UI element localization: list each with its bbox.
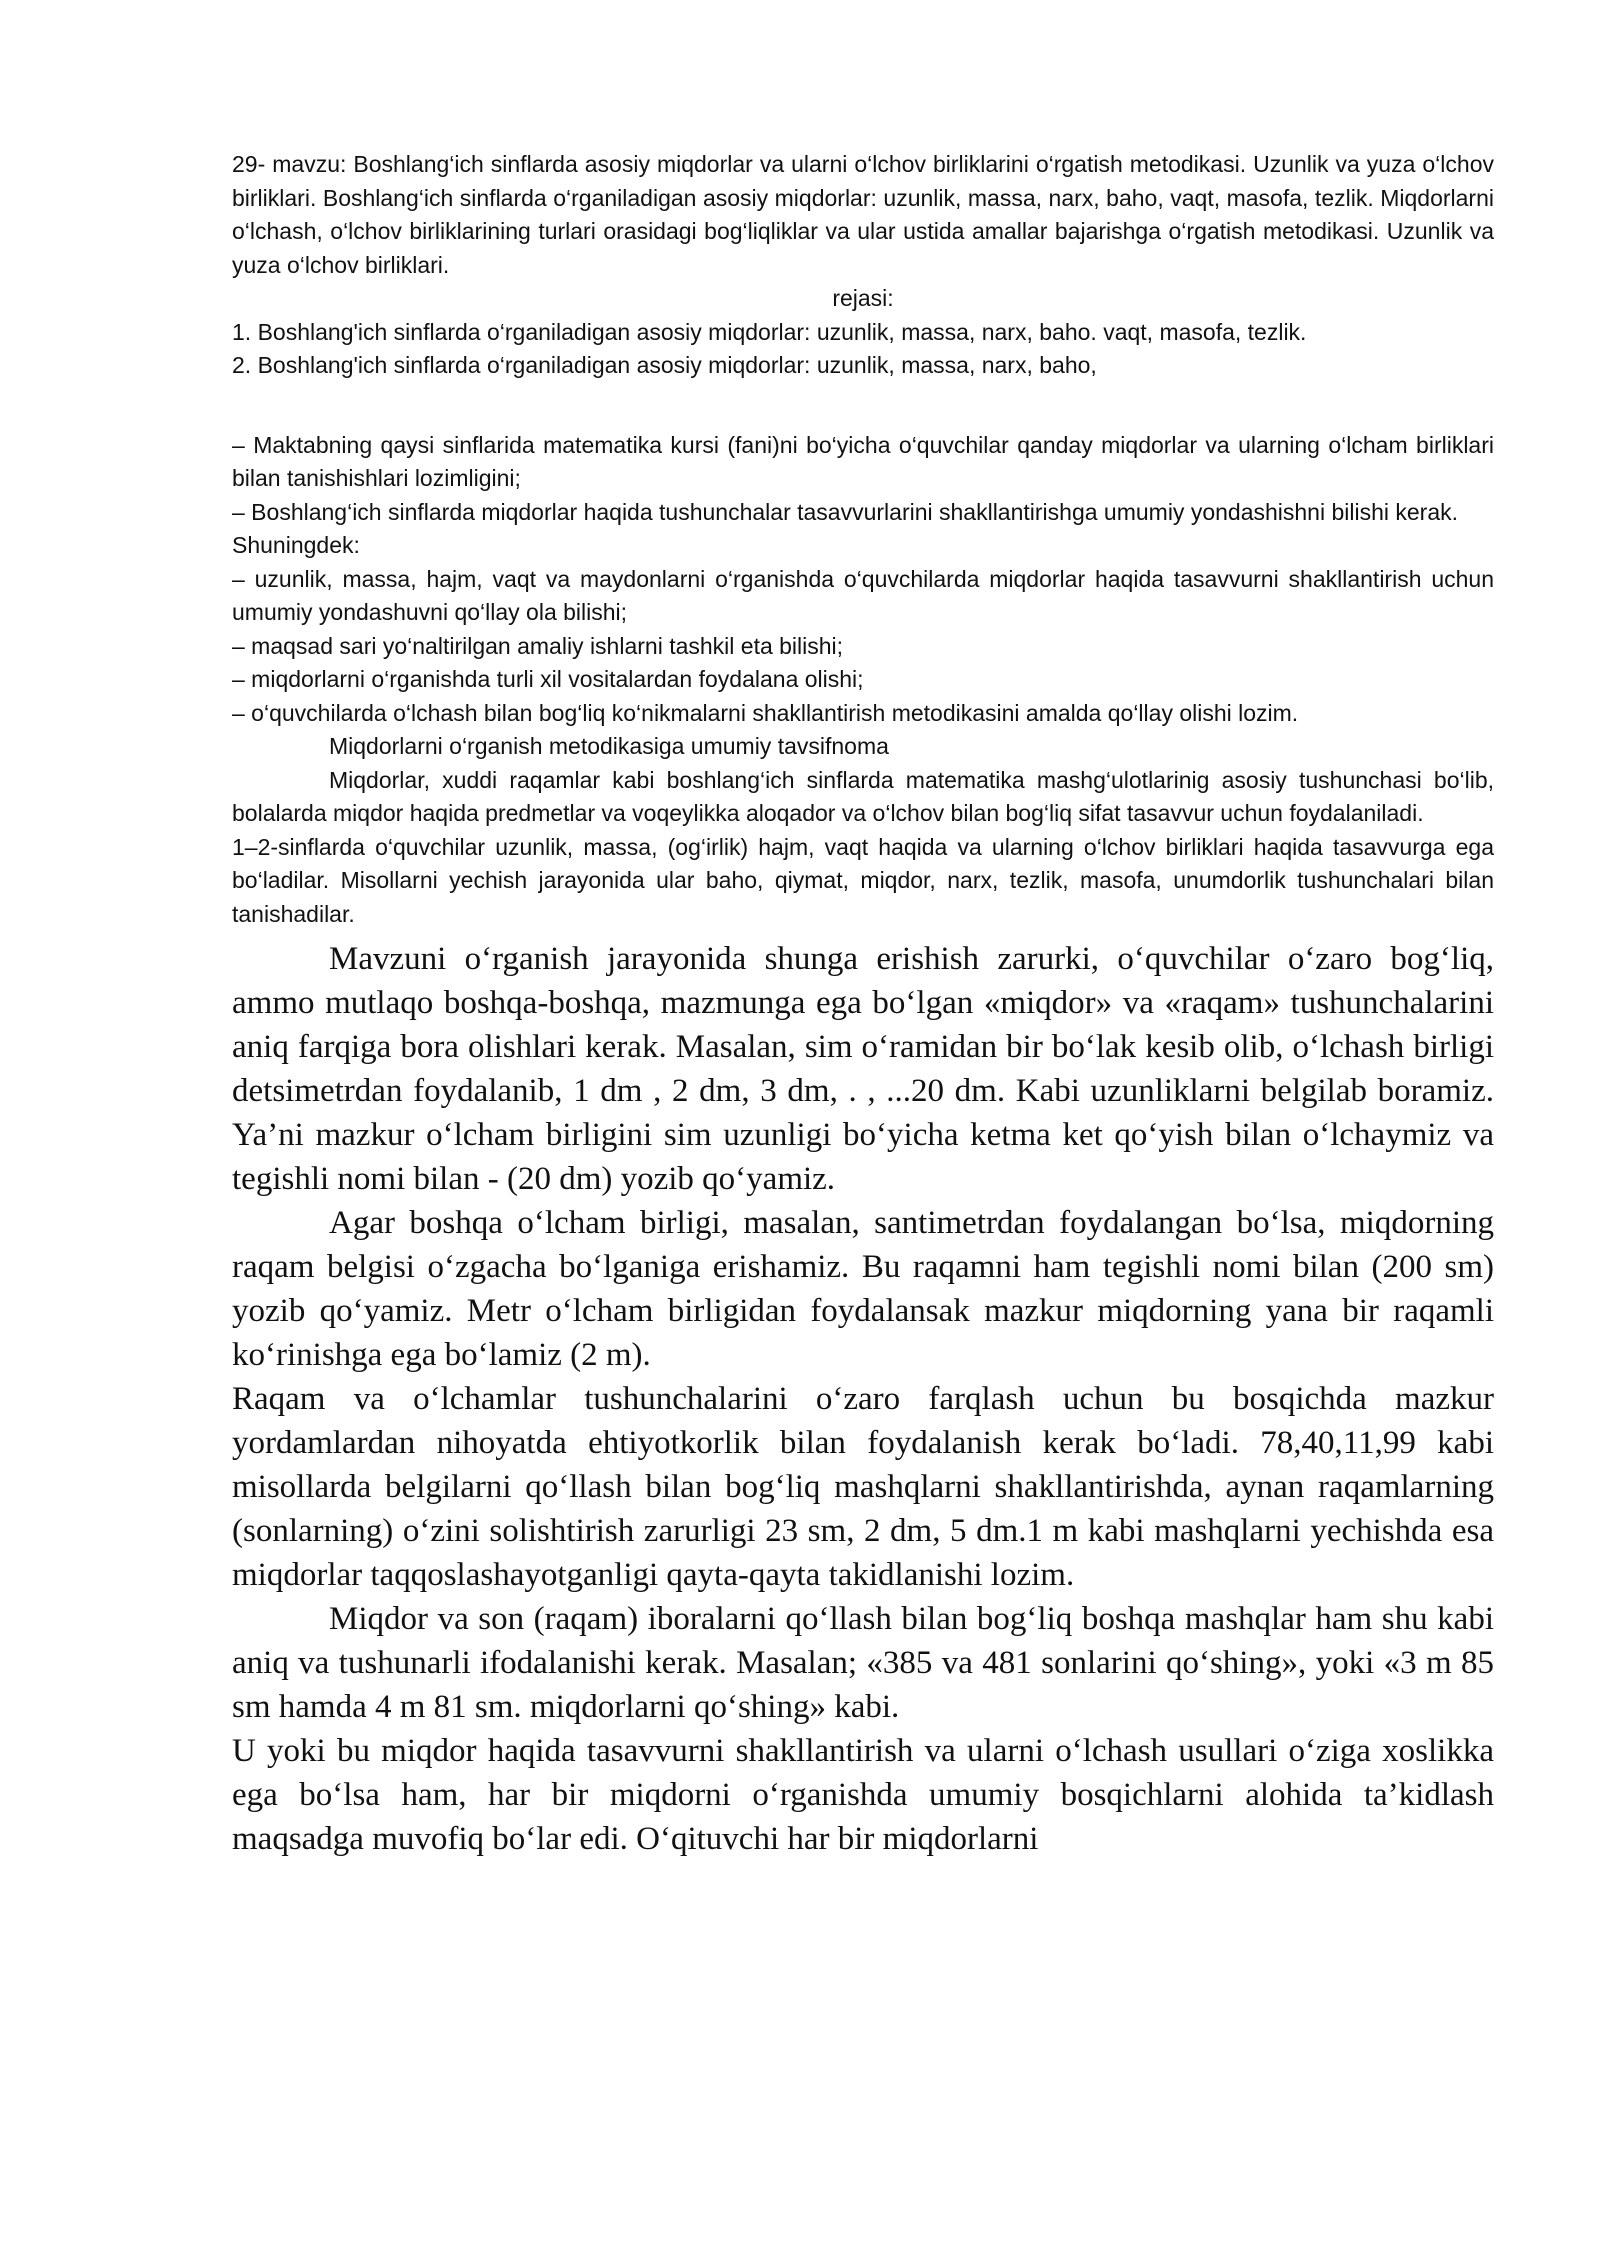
- document-page: [232, 148, 1494, 1861]
- requirement-item: – Maktabning qaysi sinflarida matematika kursi (fani)ni bo‘yicha o‘quvchilar qanday miqdorlar va ularning o‘lcham birliklari bilan tanishishlari lozimligini;: [232, 431, 1494, 491]
- body-paragraph: Agar boshqa o‘lcham birligi, masalan, santimetrdan foydalangan bo‘lsa, miqdorning raqam belgisi o‘zgacha bo‘lganiga erishamiz. Bu raqamni ham tegishli nomi bilan (200 sm) yozib qo‘yamiz. Metr o‘lcham birligidan foydalansak mazkur miqdorning yana bir raqamli ko‘rinishga ega bo‘lamiz (2 m).: [232, 1205, 1494, 1373]
- overview-paragraph: 1–2-sinflarda o‘quvchilar uzunlik, massa, (og‘irlik) hajm, vaqt haqida va ularning o‘lchov birliklari haqida tasavvurga ega bo‘ladilar. Misollarni yechish jarayonida ular baho, qiymat, miqdor, narx, tezlik, masofa, unumdorlik tushunchalari bilan tanishadilar.: [232, 833, 1494, 927]
- also-item: – uzunlik, massa, hajm, vaqt va maydonlarni o‘rganishda o‘quvchilarda miqdorlar haqida tasavvurni shakllantirish uchun umumiy yondashuvni qo‘llay ola bilishi;: [232, 565, 1494, 625]
- body-paragraph: Mavzuni o‘rganish jarayonida shunga erishish zarurki, o‘quvchilar o‘zaro bog‘liq, ammo mutlaqo boshqa-boshqa, mazmunga ega bo‘lgan «miqdor» va «raqam» tushunchalarini aniq farqiga bora olishlari kerak. Masalan, sim o‘ramidan bir bo‘lak kesib olib, o‘lchash birligi detsimetrdan foydalanib, 1 dm , 2 dm, 3 dm, . , ...20 dm. Kabi uzunliklarni belgilab boramiz. Ya’ni mazkur o‘lcham birligini sim uzunligi bo‘yicha ketma ket qo‘yish bilan o‘lchaymiz va tegishli nomi bilan - (20 dm) yozib qo‘yamiz.: [232, 941, 1494, 1197]
- body-paragraph: U yoki bu miqdor haqida tasavvurni shakllantirish va ularni o‘lchash usullari o‘ziga xoslikka ega bo‘lsa ham, har bir miqdorni o‘rganishda umumiy bosqichlarni alohida ta’kidlash maqsadga muvofiq bo‘lar edi. O‘qituvchi har bir miqdorlarni: [232, 1733, 1494, 1857]
- lesson-title: 29- mavzu: Boshlang‘ich sinflarda asosiy miqdorlar va ularni o‘lchov birliklarini o‘rgatish metodikasi. Uzunlik va yuza o‘lchov birliklari. Boshlang‘ich sinflarda o‘rganiladigan asosiy miqdorlar: uzunlik, massa, narx, baho, vaqt, masofa, tezlik. Miqdorlarni o‘lchash, o‘lchov birliklarining turlari orasidagi bog‘liqliklar va ular ustida amallar bajarishga o‘rgatish metodikasi. Uzunlik va yuza o‘lchov birliklari.: [232, 151, 1494, 278]
- spacer: [232, 383, 1494, 429]
- also-item: – miqdorlarni o‘rganishda turli xil vositalardan foydalana olishi;: [232, 666, 864, 692]
- document-header: [232, 148, 1494, 931]
- body-paragraph: Raqam va o‘lchamlar tushunchalarini o‘zaro farqlash uchun bu bosqichda mazkur yordamlardan nihoyatda ehtiyotkorlik bilan foydalanish kerak bo‘ladi. 78,40,11,99 kabi misollarda belgilarni qo‘llash bilan bog‘liq mashqlarni shakllantirishda, aynan raqamlarning (sonlarning) o‘zini solishtirish zarurligi 23 sm, 2 dm, 5 dm.1 m kabi mashqlarni yechishda esa miqdorlar taqqoslashayotganligi qayta-qayta takidlanishi lozim.: [232, 1381, 1494, 1593]
- also-item: – o‘quvchilarda o‘lchash bilan bog‘liq ko‘nikmalarni shakllantirish metodikasini amalda qo‘llay olishi lozim.: [232, 699, 1299, 726]
- document-body: [232, 937, 1494, 1861]
- also-label: Shuningdek:: [232, 532, 360, 558]
- requirement-item: – Boshlang‘ich sinflarda miqdorlar haqida tushunchalar tasavvurlarini shakllantirishga umumiy yondashishni bilishi kerak.: [232, 498, 1459, 525]
- overview-heading: Miqdorlarni o‘rganish metodikasiga umumiy tavsifnoma: [329, 733, 889, 759]
- overview-paragraph: Miqdorlar, xuddi raqamlar kabi boshlang‘ich sinflarda matematika mashg‘ulotlarinig asosiy tushunchasi bo‘lib, bolalarda miqdor haqida predmetlar va voqeylikka aloqador va o‘lchov bilan bog‘liq sifat tasavvur uchun foydalaniladi.: [232, 766, 1494, 826]
- also-item: – maqsad sari yo‘naltirilgan amaliy ishlarni tashkil eta bilishi;: [232, 632, 844, 659]
- plan-item: 1. Boshlang'ich sinflarda o‘rganiladigan asosiy miqdorlar: uzunlik, massa, narx, baho. vaqt, masofa, tezlik.: [232, 318, 1307, 345]
- plan-item: 2. Boshlang'ich sinflarda o‘rganiladigan asosiy miqdorlar: uzunlik, massa, narx, baho,: [232, 352, 1097, 378]
- plan-heading: rejasi:: [832, 285, 894, 311]
- body-paragraph: Miqdor va son (raqam) iboralarni qo‘llash bilan bog‘liq boshqa mashqlar ham shu kabi aniq va tushunarli ifodalanishi kerak. Masalan; «385 va 481 sonlarini qo‘shing», yoki «3 m 85 sm hamda 4 m 81 sm. miqdorlarni qo‘shing» kabi.: [232, 1601, 1494, 1725]
